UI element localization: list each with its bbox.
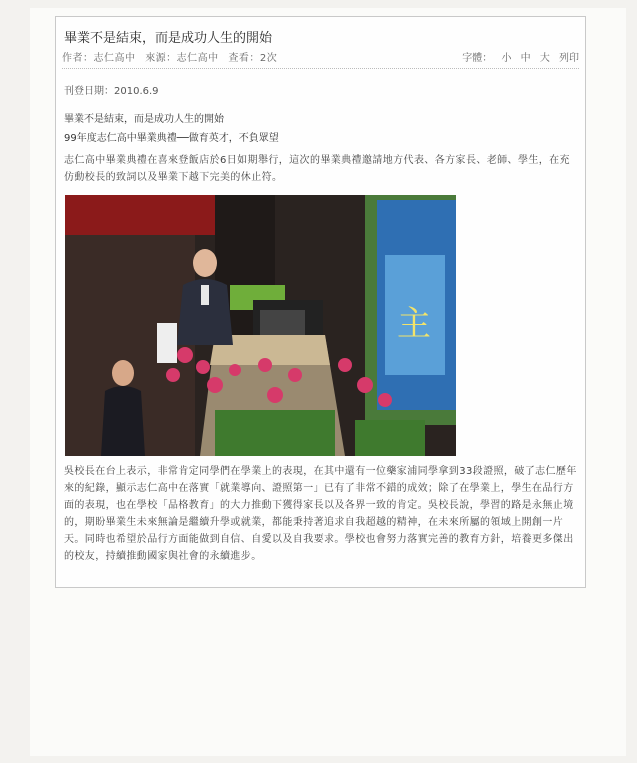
- meta-views: 查看：2次: [228, 53, 278, 64]
- article-meta: [62, 49, 283, 64]
- article-card: [55, 16, 586, 588]
- font-size-small-link[interactable]: 小: [501, 53, 512, 64]
- subtitle-line-2: 99年度志仁高中畢業典禮──做育英才，不負眾望: [64, 133, 279, 144]
- header-divider: [62, 68, 579, 69]
- font-size-controls: [462, 49, 579, 64]
- publish-date: 刊登日期：2010.6.9: [64, 86, 159, 97]
- font-size-large-link[interactable]: 大: [539, 53, 550, 64]
- ceremony-photo: [65, 195, 456, 456]
- meta-source: 來源：志仁高中: [145, 53, 219, 64]
- svg-text:主: 主: [397, 304, 431, 344]
- font-size-label: 字體：: [462, 53, 493, 64]
- meta-author: 作者：志仁高中: [62, 53, 136, 64]
- font-size-medium-link[interactable]: 中: [520, 53, 531, 64]
- body-paragraph: 吳校長在台上表示，非常肯定同學們在學業上的表現，在其中還有一位藥家浦同學拿到33段證照，破了志仁歷年來的紀錄，顯示志仁高中在落實「就業導向、證照第一」已有了非常不錯的成效；除了在學業上，學生在品行方面的表現，也在學校「品格教育」的大力推動下獲得家長以及各界一致的肯定。吳校長說，學習的路是永無止境的，期盼畢業生未來無論是繼續升學或就業，都能秉持著追求自我超越的精神，在未來所屬的領域上開創一片天。同時也希望於品行方面能做到自信、自愛以及自我要求。學校也會努力落實完善的教育方針，培養更多傑出的校友，持續推動國家與社會的永續進步。: [64, 466, 577, 562]
- article-title: 畢業不是結束，而是成功人生的開始: [64, 31, 273, 46]
- subtitle-line-1: 畢業不是結束，而是成功人生的開始: [64, 114, 224, 125]
- intro-paragraph: 志仁高中畢業典禮在喜來登飯店於6日如期舉行，這次的畢業典禮邀請地方代表、各方家長、老師、學生，在充仿動校長的致詞以及畢業下越下完美的休止符。: [64, 155, 570, 183]
- print-link[interactable]: 列印: [559, 53, 579, 64]
